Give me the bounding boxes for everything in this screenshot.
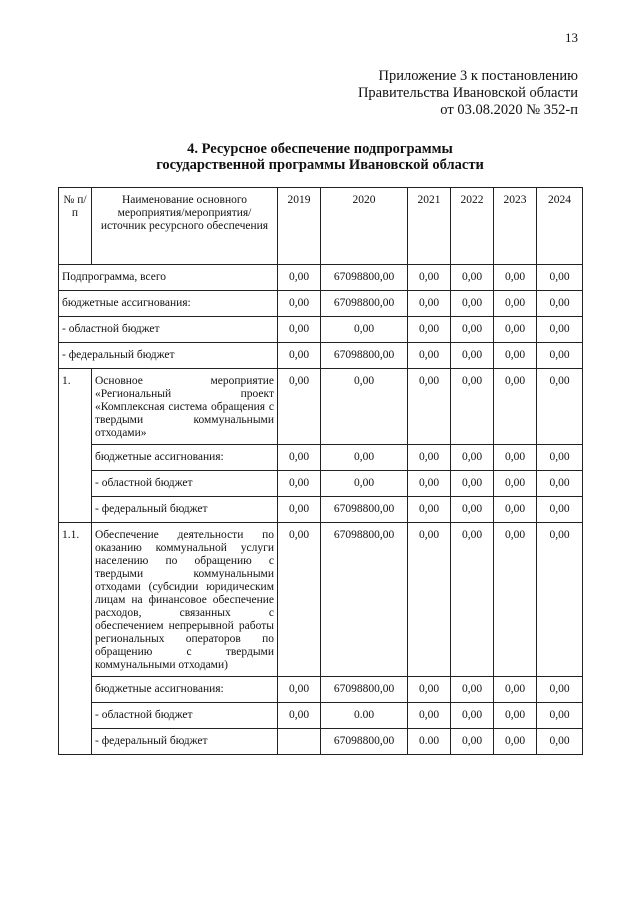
item-name: Основное мероприятие «Региональный проект «Комплексная система обращения с твердыми коммунальными отходами» — [92, 369, 278, 445]
value-cell: 0,00 — [451, 677, 494, 703]
value-cell: 67098800,00 — [321, 265, 408, 291]
value-cell: 0,00 — [278, 265, 321, 291]
value-cell: 0,00 — [451, 445, 494, 471]
table-header-row — [59, 188, 583, 265]
value-cell: 0,00 — [537, 523, 583, 677]
value-cell: 0,00 — [537, 729, 583, 755]
row-label: - федеральный бюджет — [59, 343, 278, 369]
value-cell: 0,00 — [278, 291, 321, 317]
appendix-line: Приложение 3 к постановлению — [378, 68, 578, 84]
row-label: - областной бюджет — [92, 471, 278, 497]
value-cell: 0,00 — [451, 523, 494, 677]
value-cell: 0,00 — [451, 343, 494, 369]
value-cell: 0,00 — [451, 317, 494, 343]
value-cell: 0,00 — [494, 369, 537, 445]
value-cell: 0,00 — [537, 265, 583, 291]
item-number: 1. — [59, 369, 92, 523]
value-cell: 0,00 — [278, 471, 321, 497]
value-cell: 0,00 — [278, 523, 321, 677]
value-cell: 67098800,00 — [321, 291, 408, 317]
value-cell: 0,00 — [537, 445, 583, 471]
value-cell: 0,00 — [408, 471, 451, 497]
value-cell: 0,00 — [278, 343, 321, 369]
value-cell: 0,00 — [451, 369, 494, 445]
subrow — [59, 471, 583, 497]
value-cell: 0,00 — [408, 291, 451, 317]
summary-row — [59, 343, 583, 369]
value-cell: 0,00 — [321, 471, 408, 497]
value-cell: 0,00 — [408, 369, 451, 445]
page-number: 13 — [565, 30, 578, 45]
row-label: бюджетные ассигнования: — [59, 291, 278, 317]
value-cell: 0,00 — [494, 703, 537, 729]
value-cell: 0,00 — [537, 677, 583, 703]
value-cell: 0,00 — [451, 291, 494, 317]
value-cell: 0,00 — [408, 523, 451, 677]
appendix-line: Правительства Ивановской области — [357, 85, 578, 101]
title-line: государственной программы Ивановской области — [156, 157, 484, 173]
value-cell: 0,00 — [408, 677, 451, 703]
item-name: Обеспечение деятельности по оказанию коммунальной услуги населению по обращению с твердыми коммунальными отходами (субсидии юридическим лицам на финансовое обеспечение расходов, связанных с обеспечением непрерывной работы региональных операторов по обращению с твердыми коммунальными отходами) — [92, 523, 278, 677]
row-label: бюджетные ассигнования: — [92, 445, 278, 471]
value-cell: 0,00 — [494, 677, 537, 703]
value-cell: 0,00 — [321, 317, 408, 343]
value-cell: 0,00 — [278, 497, 321, 523]
value-cell: 67098800,00 — [321, 497, 408, 523]
value-cell: 0,00 — [537, 703, 583, 729]
value-cell: 0,00 — [494, 729, 537, 755]
subrow — [59, 703, 583, 729]
value-cell: 67098800,00 — [321, 729, 408, 755]
section-row — [59, 369, 583, 445]
value-cell: 0,00 — [321, 369, 408, 445]
value-cell: 0.00 — [321, 703, 408, 729]
value-cell: 0,00 — [451, 703, 494, 729]
header-year: 2024 — [537, 188, 583, 265]
value-cell: 0,00 — [451, 265, 494, 291]
value-cell: 0,00 — [278, 369, 321, 445]
value-cell: 0,00 — [408, 317, 451, 343]
header-year: 2019 — [278, 188, 321, 265]
header-name: Наименование основного мероприятия/мероприятия/ источник ресурсного обеспечения — [92, 188, 278, 265]
resource-table — [58, 187, 583, 755]
value-cell: 0,00 — [537, 343, 583, 369]
subrow — [59, 445, 583, 471]
value-cell: 0,00 — [451, 729, 494, 755]
value-cell: 67098800,00 — [321, 523, 408, 677]
subrow — [59, 729, 583, 755]
subrow — [59, 677, 583, 703]
value-cell: 0,00 — [537, 497, 583, 523]
row-label: - областной бюджет — [59, 317, 278, 343]
summary-row — [59, 265, 583, 291]
value-cell: 0,00 — [321, 445, 408, 471]
value-cell: 0,00 — [494, 343, 537, 369]
value-cell: 0,00 — [494, 471, 537, 497]
row-label: Подпрограмма, всего — [59, 265, 278, 291]
header-year: 2022 — [451, 188, 494, 265]
section-row — [59, 523, 583, 677]
title-line: 4. Ресурсное обеспечение подпрограммы — [187, 141, 453, 157]
value-cell: 0,00 — [537, 471, 583, 497]
header-year: 2021 — [408, 188, 451, 265]
appendix-line: от 03.08.2020 № 352-п — [440, 102, 578, 118]
row-label: - федеральный бюджет — [92, 729, 278, 755]
subrow — [59, 497, 583, 523]
value-cell: 0,00 — [451, 497, 494, 523]
value-cell: 0,00 — [494, 317, 537, 343]
document-title — [58, 141, 582, 173]
summary-row — [59, 317, 583, 343]
value-cell: 0,00 — [494, 445, 537, 471]
value-cell: 0,00 — [278, 677, 321, 703]
value-cell: 0.00 — [408, 729, 451, 755]
value-cell: 0,00 — [537, 317, 583, 343]
value-cell: 0,00 — [451, 471, 494, 497]
value-cell: 0,00 — [278, 703, 321, 729]
value-cell: 0,00 — [494, 523, 537, 677]
value-cell: 67098800,00 — [321, 343, 408, 369]
value-cell: 0,00 — [494, 291, 537, 317]
row-label: - областной бюджет — [92, 703, 278, 729]
value-cell: 0,00 — [408, 265, 451, 291]
appendix-note — [358, 68, 578, 119]
value-cell: 0,00 — [494, 265, 537, 291]
value-cell: 0,00 — [537, 369, 583, 445]
value-cell: 0,00 — [278, 317, 321, 343]
header-year: 2023 — [494, 188, 537, 265]
value-cell: 0,00 — [408, 343, 451, 369]
value-cell: 0,00 — [494, 497, 537, 523]
value-cell: 0,00 — [408, 703, 451, 729]
value-cell: 0,00 — [278, 445, 321, 471]
value-cell: 0,00 — [537, 291, 583, 317]
row-label: бюджетные ассигнования: — [92, 677, 278, 703]
value-cell: 67098800,00 — [321, 677, 408, 703]
value-cell: 0,00 — [408, 497, 451, 523]
row-label: - федеральный бюджет — [92, 497, 278, 523]
header-no: № п/п — [59, 188, 92, 265]
summary-row — [59, 291, 583, 317]
header-year: 2020 — [321, 188, 408, 265]
value-cell: 0,00 — [408, 445, 451, 471]
item-number: 1.1. — [59, 523, 92, 755]
value-cell — [278, 729, 321, 755]
